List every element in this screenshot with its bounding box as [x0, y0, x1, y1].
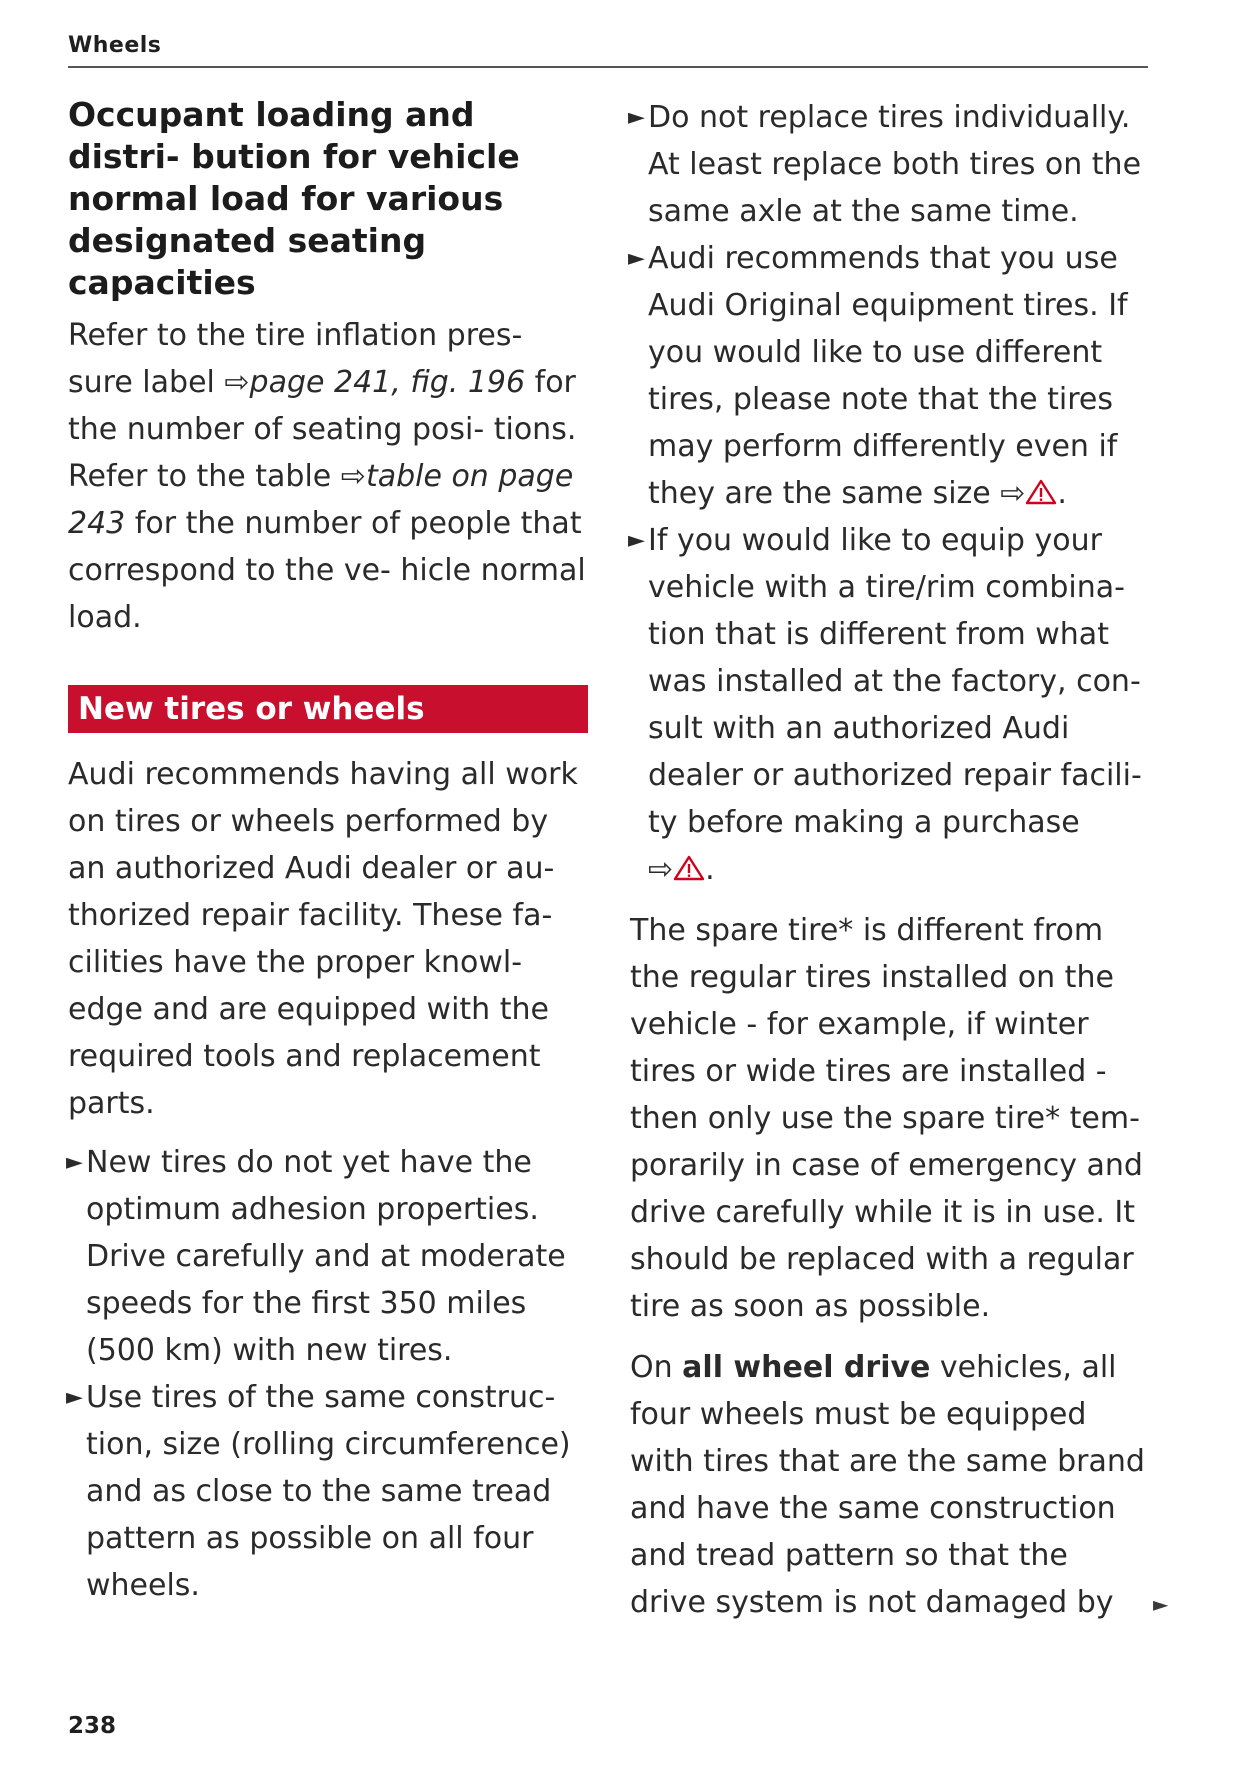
- section-band-title: New tires or wheels: [68, 685, 588, 733]
- bullet-triangle-icon: ►: [628, 105, 645, 130]
- list-item-text: Use tires of the same construc- tion, size (rolling circumference) and as close to the same tread pattern as possible on all four wheels.: [86, 1380, 571, 1603]
- cross-ref-arrow-icon: ⇨: [1000, 476, 1026, 511]
- bullet-triangle-icon: ►: [66, 1150, 83, 1175]
- list-item-text: Audi recommends that you use Audi Original equipment tires. If you would like to use different tires, please note that the tires may perform differently even if they are the same size: [648, 241, 1128, 511]
- right-column: [630, 94, 1150, 1626]
- intro-text-2: for the number of seating posi- tions. Refer to the table: [68, 365, 577, 494]
- cross-ref-arrow-icon: ⇨: [224, 365, 250, 400]
- list-item-end: .: [1057, 476, 1067, 511]
- page-reference-link[interactable]: page 241, fig. 196: [249, 365, 526, 400]
- section-heading: Occupant loading and distri- bution for vehicle normal load for various designated seating capacities: [68, 95, 520, 302]
- continue-arrow-icon: ►: [1153, 1592, 1169, 1616]
- running-header: Wheels: [68, 33, 162, 58]
- warning-triangle-icon[interactable]: [673, 855, 705, 881]
- spare-tire-paragraph: The spare tire* is different from the regular tires installed on the vehicle - for example, if winter tires or wide tires are installed - then only use the spare tire* tem- porarily in case of emergency and drive carefully while it is in use. It should be replaced with a regular tire as soon as possible.: [630, 913, 1143, 1324]
- bullet-triangle-icon: ►: [66, 1385, 83, 1410]
- list-item-text: Do not replace tires individually. At least replace both tires on the same axle at the same time.: [648, 100, 1142, 229]
- list-item-end: .: [705, 852, 715, 887]
- list-item: [68, 1374, 588, 1609]
- list-item: [630, 94, 1150, 235]
- bullet-triangle-icon: ►: [628, 528, 645, 553]
- cross-ref-arrow-icon: ⇨: [340, 459, 366, 494]
- intro-text-3: for the number of people that correspond to the ve- hicle normal load.: [68, 506, 586, 635]
- list-item: [630, 235, 1150, 517]
- list-item: [630, 517, 1150, 893]
- list-item-text: If you would like to equip your vehicle with a tire/rim combina- tion that is different from what was installed at the factory, con- sult with an authorized Audi dealer or authorized repair facili- ty before making a purchase: [648, 523, 1142, 840]
- bullet-triangle-icon: ►: [628, 246, 645, 271]
- warning-triangle-icon[interactable]: [1025, 479, 1057, 505]
- page-number: 238: [68, 1713, 117, 1739]
- intro-text-1: Refer to the tire inflation pres- sure label: [68, 318, 523, 400]
- awd-bold-term: all wheel drive: [682, 1350, 931, 1385]
- table-reference-link[interactable]: table on page 243: [68, 459, 574, 541]
- awd-text-pre: On: [630, 1350, 683, 1385]
- left-column: [68, 94, 588, 1609]
- intro-paragraph: [68, 312, 588, 641]
- bullet-list: [630, 94, 1150, 893]
- header-rule: [68, 66, 1148, 68]
- list-item: [68, 1139, 588, 1374]
- body-paragraph: Audi recommends having all work on tires or wheels performed by an authorized Audi dealer or au- thorized repair facility. These fa- cilities have the proper knowl- edge and are equipped with the required tools and replacement parts.: [68, 757, 578, 1121]
- awd-text-post: vehicles, all four wheels must be equipped with tires that are the same brand and have the same construction and tread pattern so that the drive system is not damaged by: [630, 1350, 1145, 1620]
- list-item-text: New tires do not yet have the optimum adhesion properties. Drive carefully and at moderate speeds for the first 350 miles (500 km) with new tires.: [86, 1145, 566, 1368]
- cross-ref-arrow-icon: ⇨: [648, 852, 674, 887]
- bullet-list: [68, 1139, 588, 1609]
- awd-paragraph: [630, 1344, 1150, 1626]
